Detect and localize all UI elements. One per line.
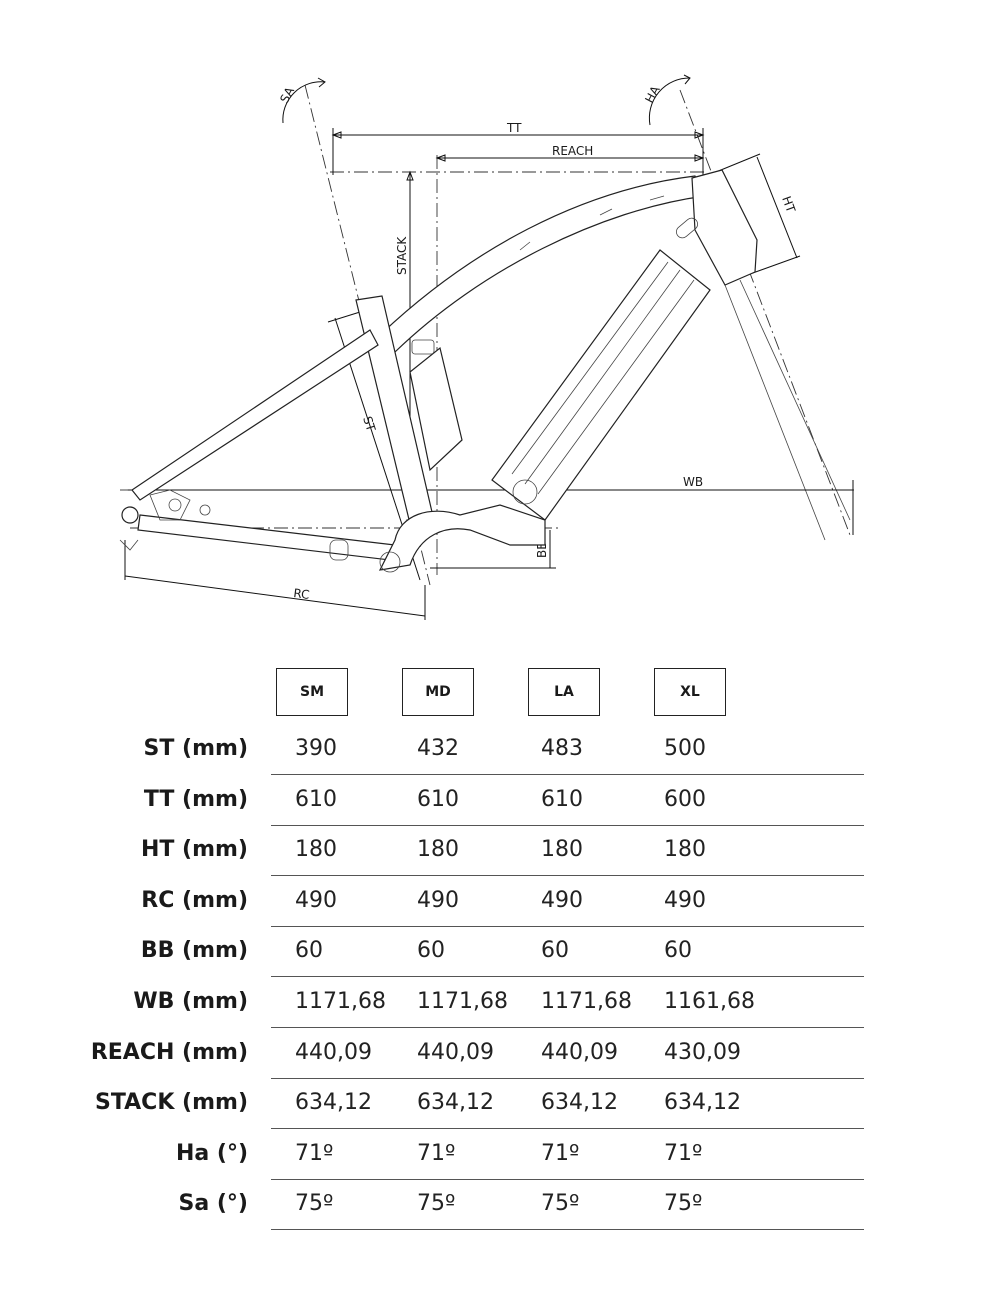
row-label: RC (mm) <box>141 887 248 913</box>
table-cell: 634,12 <box>295 1090 372 1116</box>
table-row-tt <box>0 775 1000 825</box>
table-cell: 60 <box>664 938 692 964</box>
table-cell: 600 <box>664 786 706 812</box>
ht-label: HT <box>779 194 798 215</box>
table-cell: 75º <box>664 1191 703 1217</box>
size-header-la: LA <box>528 668 600 716</box>
table-cell: 1171,68 <box>541 989 632 1014</box>
table-cell: 610 <box>295 786 337 812</box>
size-header-sm: SM <box>276 668 348 716</box>
table-cell: 440,09 <box>417 1039 494 1065</box>
st-label: ST <box>360 414 379 434</box>
row-label: ST (mm) <box>143 736 248 761</box>
frame-geometry-drawing <box>0 0 1000 640</box>
table-cell: 180 <box>541 837 583 863</box>
table-cell: 490 <box>295 887 337 913</box>
bb-label: BB <box>535 541 549 558</box>
table-cell: 440,09 <box>541 1039 618 1065</box>
row-label: TT (mm) <box>143 786 248 812</box>
table-row-reach <box>0 1028 1000 1078</box>
table-cell: 490 <box>541 887 583 913</box>
row-label: WB (mm) <box>133 989 248 1014</box>
row-label: Ha (°) <box>175 1140 248 1166</box>
table-cell: 75º <box>541 1191 580 1217</box>
table-row-st <box>0 724 1000 774</box>
table-cell: 180 <box>664 837 706 863</box>
table-cell: 71º <box>664 1140 703 1166</box>
row-label: REACH (mm) <box>90 1039 248 1065</box>
head-angle-marker <box>642 75 690 125</box>
size-header-md: MD <box>402 668 474 716</box>
table-row-wb <box>0 977 1000 1027</box>
table-cell: 440,09 <box>295 1039 372 1065</box>
table-cell: 60 <box>295 938 323 964</box>
size-header-xl: XL <box>654 668 726 716</box>
row-label: STACK (mm) <box>95 1090 248 1116</box>
table-cell: 432 <box>417 736 459 761</box>
table-cell: 1171,68 <box>295 989 386 1014</box>
table-cell: 75º <box>295 1191 334 1217</box>
table-cell: 634,12 <box>417 1090 494 1116</box>
table-cell: 634,12 <box>541 1090 618 1116</box>
table-row-sa <box>0 1179 1000 1229</box>
table-cell: 180 <box>417 837 459 863</box>
seat-angle-marker <box>277 78 325 123</box>
stack-label: STACK <box>395 236 409 275</box>
table-cell: 490 <box>417 887 459 913</box>
tt-label: TT <box>507 121 522 135</box>
ha-label: HA <box>642 83 663 106</box>
table-cell: 60 <box>417 938 445 964</box>
table-cell: 1161,68 <box>664 989 755 1014</box>
reach-dimension <box>437 144 703 161</box>
table-cell: 483 <box>541 736 583 761</box>
row-label: HT (mm) <box>140 837 248 863</box>
reach-label: REACH <box>552 144 594 158</box>
table-cell: 180 <box>295 837 337 863</box>
row-label: Sa (°) <box>178 1191 248 1217</box>
table-cell: 610 <box>417 786 459 812</box>
table-cell: 500 <box>664 736 706 761</box>
table-cell: 71º <box>295 1140 334 1166</box>
bike-frame <box>120 170 757 572</box>
table-cell: 490 <box>664 887 706 913</box>
table-row-bb <box>0 926 1000 976</box>
table-cell: 60 <box>541 938 569 964</box>
table-row-ha <box>0 1129 1000 1179</box>
tt-dimension <box>333 121 703 175</box>
table-row-ht <box>0 825 1000 875</box>
table-cell: 71º <box>541 1140 580 1166</box>
wb-label: WB <box>683 475 704 489</box>
row-divider <box>271 1229 864 1230</box>
table-cell: 71º <box>417 1140 456 1166</box>
table-cell: 1171,68 <box>417 989 508 1014</box>
rc-label: RC <box>292 586 311 602</box>
table-cell: 75º <box>417 1191 456 1217</box>
table-row-stack <box>0 1078 1000 1128</box>
table-cell: 390 <box>295 736 337 761</box>
sa-label: SA <box>277 84 298 106</box>
table-cell: 610 <box>541 786 583 812</box>
table-row-rc <box>0 876 1000 926</box>
table-cell: 430,09 <box>664 1039 741 1065</box>
table-cell: 634,12 <box>664 1090 741 1116</box>
row-label: BB (mm) <box>140 938 248 964</box>
